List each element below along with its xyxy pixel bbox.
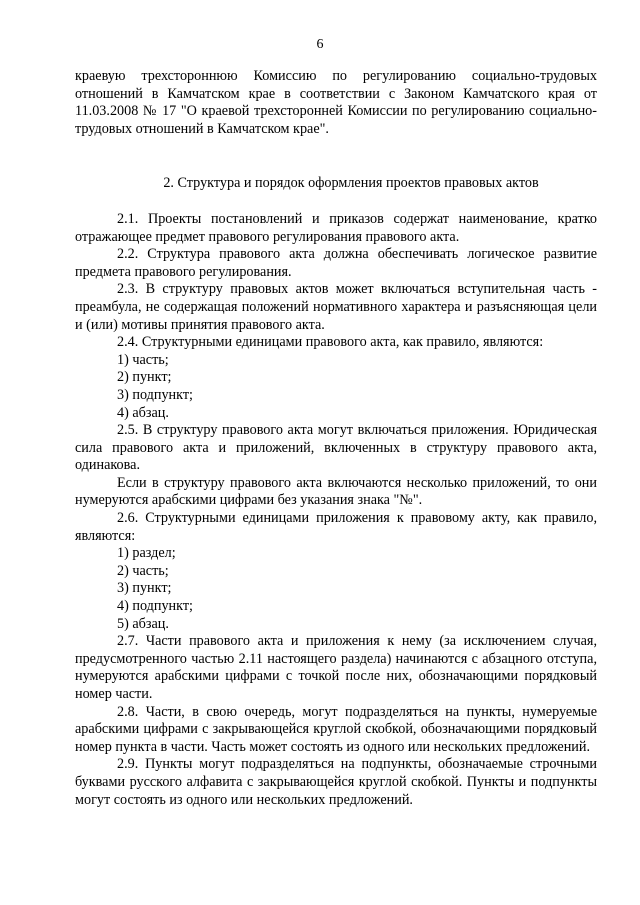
- paragraph-2-4: 2.4. Структурными единицами правового акта, как правило, являются:: [117, 334, 544, 351]
- list-item: 3) пункт;: [117, 580, 172, 597]
- paragraph-2-1: 2.1. Проекты постановлений и приказов содержат наименование, кратко отражающее предмет правового регулирования правового акта.: [75, 210, 597, 245]
- paragraph-2-2: 2.2. Структура правового акта должна обеспечивать логическое развитие предмета правового регулирования.: [75, 246, 597, 280]
- paragraph-2-7: 2.7. Части правового акта и приложения к нему (за исключением случая, предусмотренного частью 2.11 настоящего раздела) начинаются с абзацного отступа, нумеруются арабскими цифрами с точкой после них, обозначающими порядковый номер части.: [75, 633, 597, 702]
- paragraph-2-3: 2.3. В структуру правовых актов может включаться вступительная часть - преамбула, не содержащая положений нормативного характера и разъясняющая цели и (или) мотивы принятия правового акта.: [75, 281, 597, 333]
- page-number: 6: [316, 37, 324, 52]
- list-item: 2) пункт;: [117, 369, 172, 386]
- paragraph-2-5-extra: Если в структуру правового акта включаются несколько приложений, то они нумеруются арабскими цифрами без указания знака "№".: [75, 474, 597, 509]
- document-body: [75, 68, 597, 809]
- section-title: 2. Структура и порядок оформления проектов правовых актов: [163, 175, 539, 192]
- paragraph-2-6: 2.6. Структурными единицами приложения к правовому акту, как правило, являются:: [75, 510, 597, 544]
- list-item: 4) абзац.: [117, 404, 169, 421]
- paragraph-2-9: 2.9. Пункты могут подразделяться на подпункты, обозначаемые строчными буквами русского алфавита с закрывающейся круглой скобкой. Пункты и подпункты могут состоять из одного или нескольких предложений.: [75, 756, 597, 808]
- list-item: 1) раздел;: [117, 545, 176, 562]
- list-item: 2) часть;: [117, 562, 169, 579]
- list-item: 1) часть;: [117, 351, 169, 368]
- paragraph-2-5: 2.5. В структуру правового акта могут включаться приложения. Юридическая сила правового акта и приложений, включенных в структуру правового акта, одинакова.: [75, 422, 597, 474]
- list-item: 4) подпункт;: [117, 598, 193, 615]
- intro-paragraph: краевую трехстороннюю Комиссию по регулированию социально-трудовых отношений в Камчатском крае в соответствии с Законом Камчатского края от 11.03.2008 № 17 "О краевой трехсторонней Комиссии по регулированию социально-трудовых отношений в Камчатском крае".: [75, 68, 597, 137]
- paragraph-2-8: 2.8. Части, в свою очередь, могут подразделяться на пункты, нумеруемые арабскими цифрами с закрывающейся круглой скобкой, обозначающими порядковый номер пункта в части. Часть может состоять из одного или нескольких предложений.: [75, 703, 597, 755]
- list-item: 5) абзац.: [117, 615, 169, 632]
- list-item: 3) подпункт;: [117, 386, 193, 403]
